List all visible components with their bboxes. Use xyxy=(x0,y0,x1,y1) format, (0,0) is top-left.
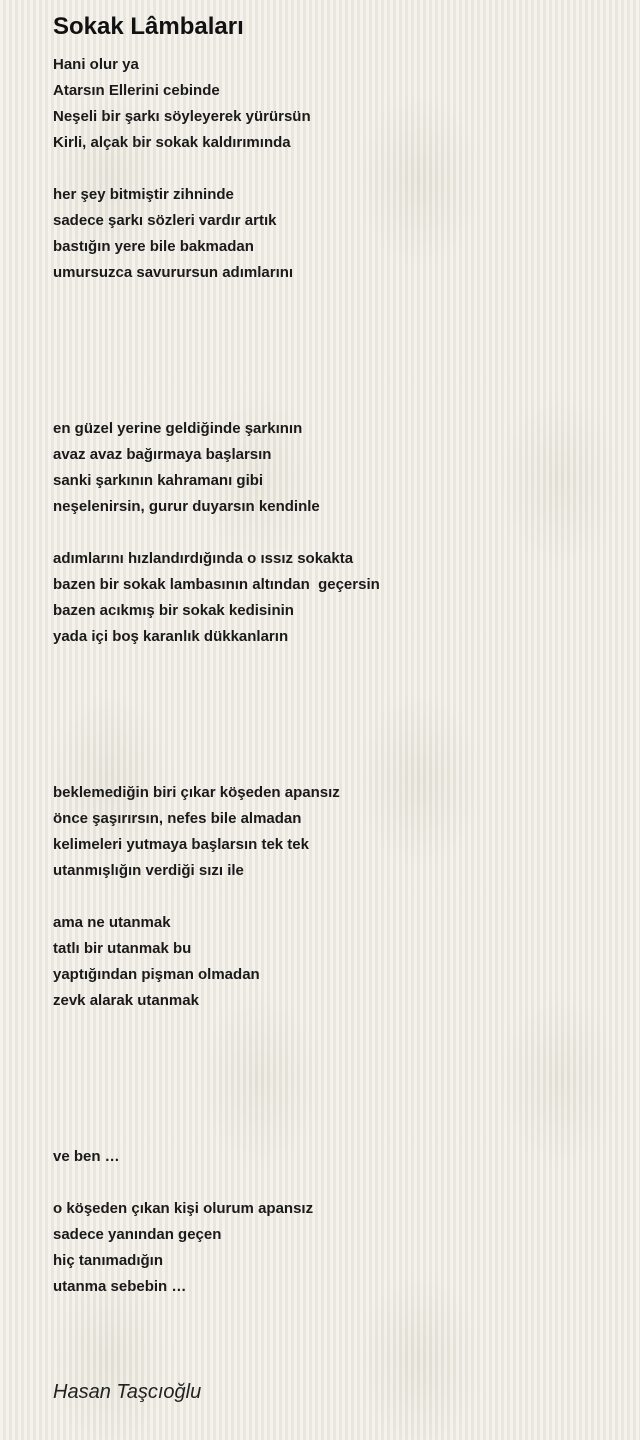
poem-line: utanma sebebin … xyxy=(53,1278,187,1295)
poem-line: kelimeleri yutmaya başlarsın tek tek xyxy=(53,836,309,853)
poem-line: neşelenirsin, gurur duyarsın kendinle xyxy=(53,498,320,515)
poem-line: en güzel yerine geldiğinde şarkının xyxy=(53,420,303,437)
poem-line: o köşeden çıkan kişi olurum apansız xyxy=(53,1200,314,1217)
stanza xyxy=(53,546,613,650)
poem-line: ama ne utanmak xyxy=(53,914,171,931)
poem-line: avaz avaz bağırmaya başlarsın xyxy=(53,446,272,463)
poem-line: bazen acıkmış bir sokak kedisinin xyxy=(53,602,294,619)
stanza xyxy=(53,780,613,884)
stanza xyxy=(53,910,613,1014)
poem-line: hiç tanımadığın xyxy=(53,1252,164,1269)
poem-line: ve ben … xyxy=(53,1148,120,1165)
poem-line: beklemediğin biri çıkar köşeden apansız xyxy=(53,784,340,801)
poem-line: tatlı bir utanmak bu xyxy=(53,940,192,957)
stanza xyxy=(53,52,613,156)
poem-line: adımlarını hızlandırdığında o ıssız sokakta xyxy=(53,550,354,567)
poem-line: sadece yanından geçen xyxy=(53,1226,222,1243)
poem-line: önce şaşırırsın, nefes bile almadan xyxy=(53,810,302,827)
poem-body xyxy=(53,52,613,1326)
poem-line: Hani olur ya xyxy=(53,56,139,73)
poem-line: umursuzca savurursun adımlarını xyxy=(53,264,294,281)
poem-line: sadece şarkı sözleri vardır artık xyxy=(53,212,277,229)
poem-line: Atarsın Ellerini cebinde xyxy=(53,82,220,99)
stanza xyxy=(53,1144,613,1170)
poem-title: Sokak Lâmbaları xyxy=(53,13,244,40)
poem-line: bazen bir sokak lambasının altından geçersin xyxy=(53,576,380,593)
stanza xyxy=(53,1196,613,1300)
poem-line: yaptığından pişman olmadan xyxy=(53,966,260,983)
poem-line: Kirli, alçak bir sokak kaldırımında xyxy=(53,134,291,151)
poem-author: Hasan Taşcıoğlu xyxy=(53,1381,202,1403)
poem-line: utanmışlığın verdiği sızı ile xyxy=(53,862,244,879)
poem-line: yada içi boş karanlık dükkanların xyxy=(53,628,289,645)
poem-line: sanki şarkının kahramanı gibi xyxy=(53,472,264,489)
stanza xyxy=(53,416,613,520)
poem-line: bastığın yere bile bakmadan xyxy=(53,238,254,255)
stanza xyxy=(53,182,613,286)
poem-line: Neşeli bir şarkı söyleyerek yürürsün xyxy=(53,108,311,125)
poem-line: her şey bitmiştir zihninde xyxy=(53,186,234,203)
poem-line: zevk alarak utanmak xyxy=(53,992,199,1009)
